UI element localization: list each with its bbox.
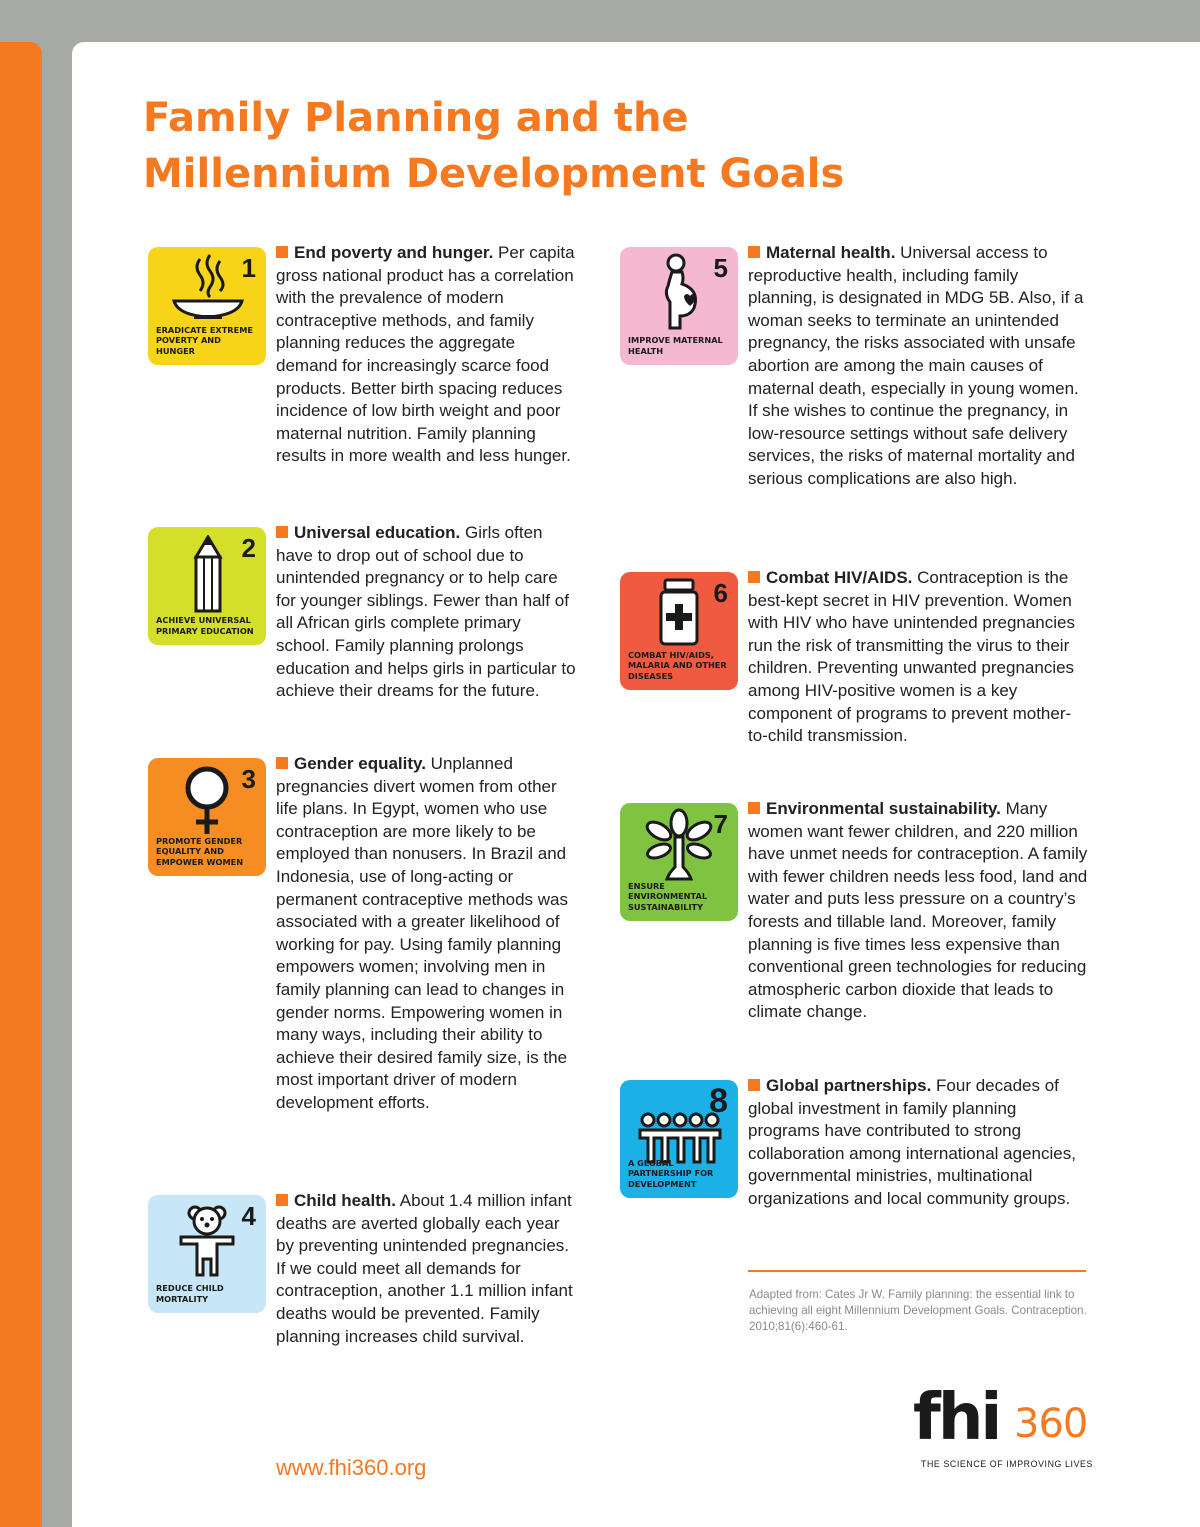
pregnant-woman-icon (656, 252, 702, 332)
bullet-square (276, 246, 288, 258)
goal-caption: REDUCE CHILD MORTALITY (156, 1283, 224, 1304)
goal-1-tile (148, 247, 266, 365)
bullet-square (276, 526, 288, 538)
goal-heading: Universal education. (294, 523, 461, 542)
goal-8-tile (620, 1080, 738, 1198)
goal-heading: Gender equality. (294, 754, 426, 773)
goal-caption: ACHIEVE UNIVERSAL PRIMARY EDUCATION (156, 615, 254, 636)
goal-body: Many women want fewer children, and 220 million have unmet needs for contraception. A family with fewer children needs less food, land and water and puts less pressure on a country’s forests and tillable land. Moreover, family planning is five times less expensive than conventional green technologies for reducing atmospheric carbon dioxide that leads to climate change. (748, 799, 1088, 1022)
title-line-2: Millennium Development Goals (143, 151, 845, 197)
goal-2-tile (148, 527, 266, 645)
goal-7-tile (620, 803, 738, 921)
goal-body: Universal access to reproductive health, including family planning, is designated in MDG 5B. Also, if a woman seeks to terminate an unintended pregnancy, the risks associated with unsafe abortion are among the main causes of maternal death, especially in young women. If she wishes to continue the pregnancy, in low-resource settings without safe delivery services, the risks of maternal mortality and serious complications are also high. (748, 243, 1084, 488)
goal-8-text (748, 1075, 1088, 1211)
goal-caption: ENSURE ENVIRONMENTAL SUSTAINABILITY (628, 880, 708, 912)
goal-7-text (748, 798, 1093, 1024)
goal-number: 4 (241, 1201, 256, 1231)
goal-number: 8 (709, 1082, 728, 1120)
goal-number: 1 (241, 253, 256, 283)
goal-heading: Environmental sustainability. (766, 799, 1001, 818)
logo-text: fhi (913, 1381, 1000, 1455)
goal-heading: Combat HIV/AIDS. (766, 568, 913, 587)
goal-2-text (276, 522, 578, 703)
goal-body: Per capita gross national product has a correlation with the prevalence of modern contraceptive methods, and family planning reduces the aggregate demand for increasingly scarce food products. Better birth spacing reduces incidence of low birth weight and poor maternal nutrition. Family planning results in more wealth and less hunger. (276, 243, 575, 466)
goal-heading: Maternal health. (766, 243, 896, 262)
goal-number: 6 (713, 578, 728, 608)
goal-body: Contraception is the best-kept secret in HIV prevention. Women with HIV who have unintended pregnancies run the risk of transmitting the virus to their children. Preventing unwanted pregnancies among HIV-positive women is a key component of programs to prevent mother-to-child transmission. (748, 568, 1075, 746)
teddy-bear-icon (177, 1203, 237, 1279)
goal-heading: Child health. (294, 1191, 396, 1210)
goal-6-tile (620, 572, 738, 690)
bullet-square (748, 802, 760, 814)
bullet-square (748, 246, 760, 258)
title-line-1: Family Planning and the (143, 95, 689, 141)
pencil-icon (188, 535, 228, 615)
goal-number: 2 (241, 533, 256, 563)
goal-caption: A GLOBAL PARTNERSHIP FOR DEVELOPMENT (628, 1157, 714, 1189)
goal-number: 3 (241, 764, 256, 794)
goal-5-text (748, 242, 1088, 491)
goal-body: About 1.4 million infant deaths are averted globally each year by preventing unintended pregnancies. If we could meet all demands for contraception, another 1.1 million infant deaths would be prevented. Family planning increases child survival. (276, 1191, 573, 1346)
bullet-square (276, 757, 288, 769)
logo-number: 360 (1014, 1401, 1088, 1447)
left-accent-bar (0, 42, 42, 1527)
goal-caption: IMPROVE MATERNAL HEALTH (628, 335, 723, 356)
goal-4-text (276, 1190, 578, 1348)
website-link[interactable]: www.fhi360.org (276, 1455, 427, 1480)
fhi360-logo (913, 1381, 1093, 1475)
goal-6-text (748, 567, 1088, 748)
bullet-square (748, 1079, 760, 1091)
goal-4-tile (148, 1195, 266, 1313)
goal-3-tile (148, 758, 266, 876)
plant-icon (641, 807, 717, 883)
goal-number: 7 (713, 809, 728, 839)
goal-body: Unplanned pregnancies divert women from other life plans. In Egypt, women who use contraception are more likely to be employed than nonusers. In Brazil and Indonesia, use of long-acting or permanent contraceptive methods was associated with a greater likelihood of working for pay. Using family planning empowers women; involving men in family planning can lead to changes in gender norms. Empowering women in many ways, including their ability to achieve their desired family size, is the most important driver of modern development efforts. (276, 754, 568, 1112)
female-symbol-icon (182, 764, 232, 838)
medicine-jar-icon (657, 578, 701, 648)
reference-divider (748, 1270, 1086, 1272)
logo-tagline: THE SCIENCE OF IMPROVING LIVES (921, 1459, 1093, 1469)
goal-caption: COMBAT HIV/AIDS, MALARIA AND OTHER DISEASES (628, 649, 727, 681)
goal-1-text (276, 242, 578, 468)
goal-number: 5 (713, 253, 728, 283)
goal-caption: ERADICATE EXTREME POVERTY AND HUNGER (156, 324, 253, 356)
goal-heading: Global partnerships. (766, 1076, 932, 1095)
soup-bowl-icon (168, 251, 248, 321)
goal-heading: End poverty and hunger. (294, 243, 494, 262)
reference-citation: Adapted from: Cates Jr W. Family planning: the essential link to achieving all eight Millennium Development Goals. Contraception. 2010;81(6):460-61. (749, 1288, 1087, 1333)
goal-5-tile (620, 247, 738, 365)
bullet-square (748, 571, 760, 583)
goal-caption: PROMOTE GENDER EQUALITY AND EMPOWER WOMEN (156, 835, 244, 867)
bullet-square (276, 1194, 288, 1206)
goal-body: Four decades of global investment in family planning programs have contributed to strong collaboration among international agencies, governmental ministries, multinational organizations and local community groups. (748, 1076, 1076, 1208)
goal-body: Girls often have to drop out of school due to unintended pregnancy or to help care for younger siblings. Fewer than half of all African girls complete primary school. Family planning prolongs education and helps girls in particular to achieve their dreams for the future. (276, 523, 576, 701)
page-title (143, 90, 1043, 202)
goal-3-text (276, 753, 578, 1115)
